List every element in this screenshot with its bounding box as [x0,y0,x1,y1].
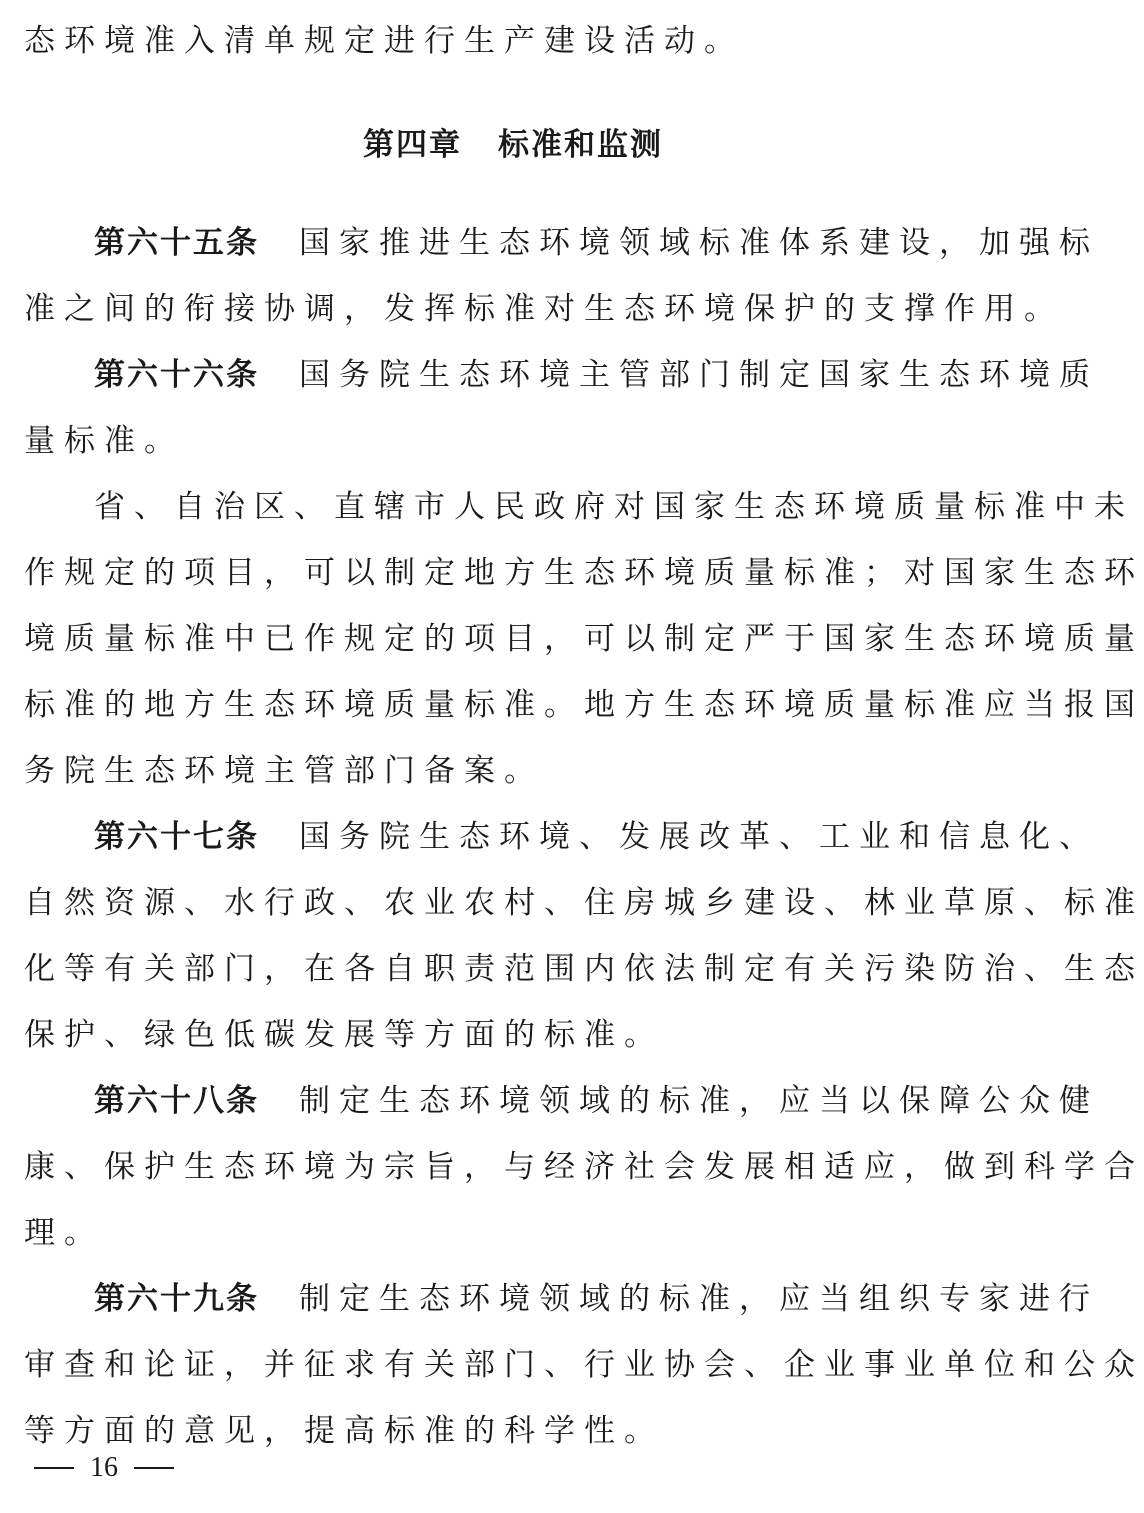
article-text: 制定生态环境领域的标准，应当组织专家进行 [299,1281,1099,1317]
article-text: 等方面的意见，提高标准的科学性。 [24,1413,664,1449]
article-69 [24,1266,1144,1464]
article-66-paragraph-2 [24,474,1144,804]
footer-dash-right [134,1467,174,1469]
article-text: 准之间的衔接协调，发挥标准对生态环境保护的支撑作用。 [24,291,1064,327]
page-footer [34,1452,174,1484]
chapter-title: 标准和监测 [498,127,663,163]
article-text: 保护、绿色低碳发展等方面的标准。 [24,1017,664,1053]
article-66 [24,342,1099,474]
article-text: 国家推进生态环境领域标准体系建设，加强标 [299,225,1099,261]
article-label: 第六十七条 [94,819,259,855]
article-text: 康、保护生态环境为宗旨，与经济社会发展相适应，做到科学合 [24,1149,1144,1185]
article-label: 第六十六条 [94,357,259,393]
article-label: 第六十八条 [94,1083,259,1119]
chapter-heading [24,112,1002,178]
article-text: 国务院生态环境主管部门制定国家生态环境质 [299,357,1099,393]
article-65 [24,210,1099,342]
article-text: 自然资源、水行政、农业农村、住房城乡建设、林业草原、标准 [24,885,1144,921]
article-label: 第六十五条 [94,225,259,261]
paragraph-text: 境质量标准中已作规定的项目，可以制定严于国家生态环境质量 [24,621,1144,657]
article-text: 理。 [24,1215,104,1251]
article-text: 制定生态环境领域的标准，应当以保障公众健 [299,1083,1099,1119]
paragraph-text: 标准的地方生态环境质量标准。地方生态环境质量标准应当报国 [24,687,1144,723]
article-text: 审查和论证，并征求有关部门、行业协会、企业事业单位和公众 [24,1347,1144,1383]
article-text: 量标准。 [24,423,184,459]
article-text: 国务院生态环境、发展改革、工业和信息化、 [299,819,1099,855]
footer-dash-left [34,1467,74,1469]
paragraph-text: 作规定的项目，可以制定地方生态环境质量标准；对国家生态环 [24,555,1144,591]
article-67 [24,804,1144,1068]
article-text: 化等有关部门，在各自职责范围内依法制定有关污染防治、生态 [24,951,1144,987]
article-68 [24,1068,1144,1266]
paragraph-text: 务院生态环境主管部门备案。 [24,753,544,789]
paragraph-text: 省、自治区、直辖市人民政府对国家生态环境质量标准中未 [94,489,1134,525]
continuation-line: 态环境准入清单规定进行生产建设活动。 [24,23,744,59]
chapter-number: 第四章 [363,127,462,163]
document-page [24,0,1144,1464]
page-number: 16 [90,1452,118,1483]
article-label: 第六十九条 [94,1281,259,1317]
